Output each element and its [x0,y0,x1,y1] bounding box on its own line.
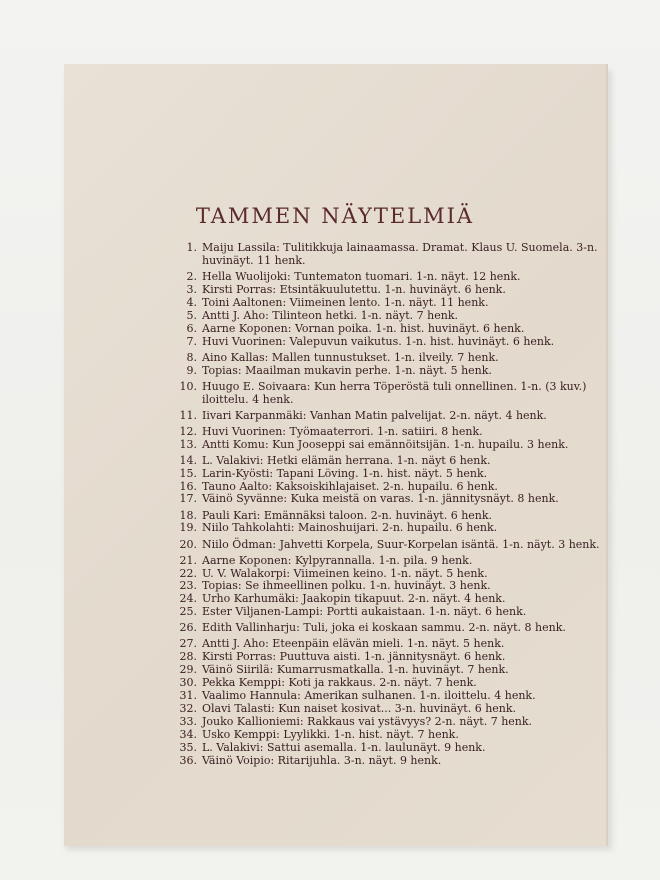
entry-text: Larin-Kyösti: Tapani Löving. 1-n. hist. näyt. 5 henk. [202,466,488,480]
entry-number: 18. [179,508,197,522]
entry-number: 16. [179,479,197,493]
entry-text: U. V. Walakorpi: Viimeinen keino. 1-n. näyt. 5 henk. [202,566,488,580]
entry-number: 31. [179,689,197,703]
entry-number: 1. [186,241,197,254]
list-item [170,284,600,297]
entry-text: Tauno Aalto: Kaksoiskihlajaiset. 2-n. hupailu. 6 henk. [202,479,498,493]
entry-text: Antti J. Aho: Eteenpäin elävän mieli. 1-n. näyt. 5 henk. [202,637,505,651]
entry-text: Pauli Kari: Emännäksi taloon. 2-n. huvinäyt. 6 henk. [202,508,493,522]
list-item [170,365,600,378]
entry-text: Topias: Maailman mukavin perhe. 1-n. näyt. 5 henk. [202,363,492,377]
list-item [170,426,600,439]
entry-text: L. Valakivi: Hetki elämän herrana. 1-n. näyt 6 henk. [202,453,491,467]
list-item [170,742,600,755]
entry-text: Vaalimo Hannula: Amerikan sulhanen. 1-n. iloittelu. 4 henk. [202,689,536,703]
entry-number: 12. [179,424,197,438]
entry-number: 5. [186,308,197,322]
entry-text: Pekka Kemppi: Koti ja rakkaus. 2-n. näyt. 7 henk. [202,676,477,690]
list-item [170,439,600,452]
entry-number: 23. [179,579,197,593]
entry-text: Väinö Syvänne: Kuka meistä on varas. 1-n. jännitysnäyt. 8 henk. [202,492,559,506]
book-back-cover [64,64,608,846]
list-item [170,271,600,284]
entry-number: 28. [179,650,197,664]
entry-text: Niilo Ödman: Jahvetti Korpela, Suur-Korpelan isäntä. 1-n. näyt. 3 henk. [202,537,600,551]
entry-number: 35. [179,740,197,754]
list-item [170,729,600,742]
list-item [170,622,600,635]
list-item [170,336,600,349]
list-item [170,381,600,407]
entry-number: 27. [179,637,197,651]
list-item [170,242,600,268]
entry-text: Kirsti Porras: Puuttuva aisti. 1-n. jännitysnäyt. 6 henk. [202,650,506,664]
entry-text: Huvi Vuorinen: Työmaaterrori. 1-n. satiiri. 8 henk. [202,424,483,438]
entry-number: 34. [179,727,197,741]
play-list [170,242,600,768]
entry-number: 10. [179,379,197,393]
entry-number: 3. [186,282,197,296]
list-item [170,755,600,768]
entry-number: 26. [179,621,197,635]
entry-number: 4. [186,295,197,309]
list-item [170,493,600,506]
page-title: TAMMEN NÄYTELMIÄ [195,204,475,228]
list-item [170,468,600,481]
list-item [170,323,600,336]
entry-number: 32. [179,701,197,715]
entry-text: Ester Viljanen-Lampi: Portti aukaistaan. 1-n. näyt. 6 henk. [202,605,527,619]
entry-number: 25. [179,605,197,619]
entry-number: 17. [179,492,197,506]
entry-number: 22. [179,566,197,580]
entry-number: 24. [179,592,197,606]
list-item [170,703,600,716]
list-item [170,539,600,552]
entry-text: Aino Kallas: Mallen tunnustukset. 1-n. ilveily. 7 henk. [202,350,499,364]
entry-text: Väinö Siirilä: Kumarrusmatkalla. 1-n. huvinäyt. 7 henk. [202,663,509,677]
entry-number: 11. [179,408,197,422]
entry-text: Edith Vallinharju: Tuli, joka ei koskaan sammu. 2-n. näyt. 8 henk. [202,621,566,635]
entry-text: Kirsti Porras: Etsintäkuulutettu. 1-n. huvinäyt. 6 henk. [202,282,506,296]
entry-text: Väinö Voipio: Ritarijuhla. 3-n. näyt. 9 henk. [202,753,442,767]
entry-number: 15. [179,466,197,480]
list-item [170,555,600,568]
entry-number: 6. [186,321,197,335]
entry-text: Urho Karhumäki: Jaakopin tikapuut. 2-n. näyt. 4 henk. [202,592,506,606]
entry-text: Maiju Lassila: Tulitikkuja lainaamassa. Dramat. Klaus U. Suomela. 3-n. huvinäyt. 11 henk. [202,241,598,267]
entry-text: Toini Aaltonen: Viimeinen lento. 1-n. näyt. 11 henk. [202,295,489,309]
list-item [170,606,600,619]
entry-text: Aarne Koponen: Vornan poika. 1-n. hist. huvinäyt. 6 henk. [202,321,525,335]
entry-text: Jouko Kallioniemi: Rakkaus vai ystävyys? 2-n. näyt. 7 henk. [202,714,533,728]
entry-text: Antti Komu: Kun Jooseppi sai emännöitsijän. 1-n. hupailu. 3 henk. [202,437,569,451]
entry-number: 33. [179,714,197,728]
entry-number: 13. [179,437,197,451]
entry-text: Aarne Koponen: Kylpyrannalla. 1-n. pila. 9 henk. [202,553,473,567]
entry-number: 14. [179,453,197,467]
entry-text: Niilo Tahkolahti: Mainoshuijari. 2-n. hupailu. 6 henk. [202,521,498,535]
entry-number: 21. [179,553,197,567]
entry-text: Antti J. Aho: Tilinteon hetki. 1-n. näyt. 7 henk. [202,308,458,322]
entry-text: Iivari Karpanmäki: Vanhan Matin palvelijat. 2-n. näyt. 4 henk. [202,408,547,422]
entry-text: Hella Wuolijoki: Tuntematon tuomari. 1-n. näyt. 12 henk. [202,270,521,283]
entry-number: 20. [179,537,197,551]
entry-number: 36. [179,753,197,767]
list-item [170,310,600,323]
entry-number: 9. [186,363,197,377]
entry-number: 7. [186,334,197,348]
entry-text: Topias: Se ihmeellinen polku. 1-n. huvinäyt. 3 henk. [202,579,491,593]
entry-text: L. Valakivi: Sattui asemalla. 1-n. laulunäyt. 9 henk. [202,740,486,754]
list-item [170,297,600,310]
entry-number: 30. [179,676,197,690]
entry-number: 19. [179,521,197,535]
entry-number: 29. [179,663,197,677]
entry-text: Huvi Vuorinen: Valepuvun vaikutus. 1-n. hist. huvinäyt. 6 henk. [202,334,555,348]
list-item [170,522,600,535]
list-item [170,455,600,468]
list-item [170,716,600,729]
entry-text: Usko Kemppi: Lyylikki. 1-n. hist. näyt. 7 henk. [202,727,459,741]
entry-text: Olavi Talasti: Kun naiset kosivat... 3-n. huvinäyt. 6 henk. [202,701,517,715]
list-item [170,352,600,365]
entry-number: 2. [186,270,197,283]
list-item [170,410,600,423]
entry-text: Huugo E. Soivaara: Kun herra Töperöstä tuli onnellinen. 1-n. (3 kuv.) iloittelu. 4 henk. [202,379,587,406]
entry-number: 8. [186,350,197,364]
